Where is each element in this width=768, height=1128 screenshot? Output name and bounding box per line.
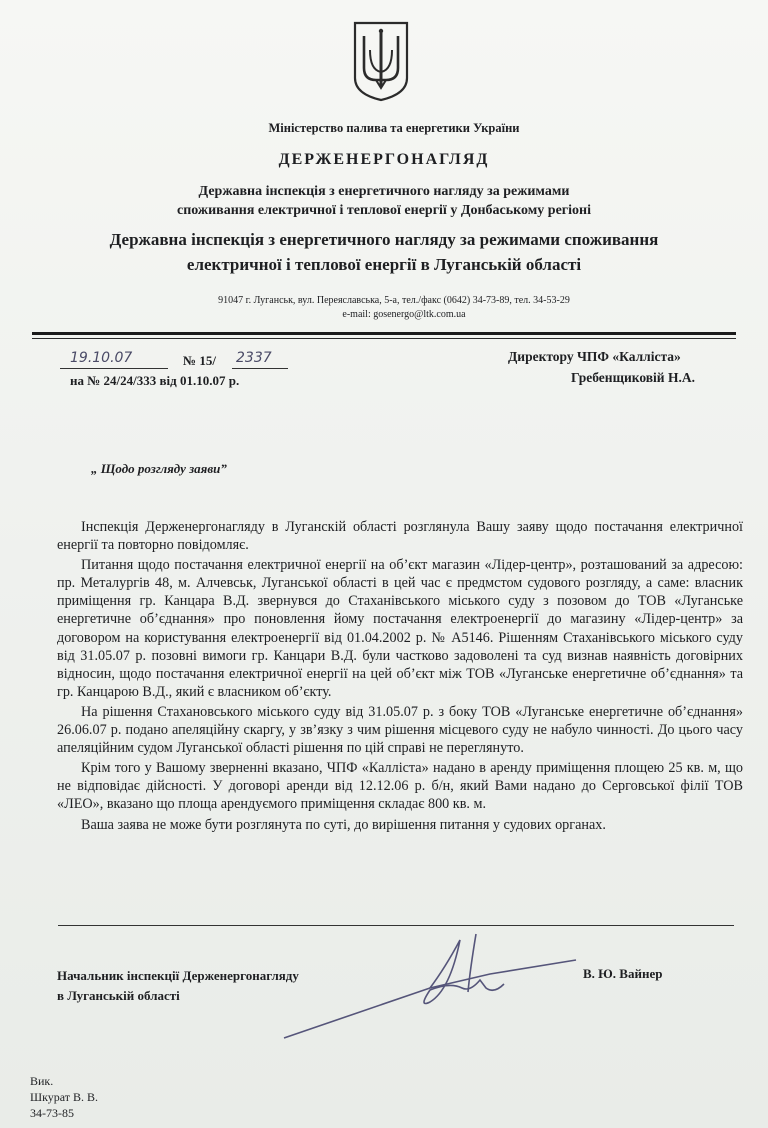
body-paragraph: На рішення Стахановського міського суду від 31.05.07 р. з боку ТОВ «Луганське енергетичне об’єднання» 26.06.07 р. подано апеляційну скаргу, у зв’язку з чим рішення місцевого суду не набуло чинності. До цього часу апеляційним судом Луганської області рішення по цій справі не переглянуто. — [57, 703, 743, 757]
regional-inspection-line: споживання електричної і теплової енергії у Донбаському регіоні — [176, 203, 591, 218]
handwritten-signature — [280, 930, 580, 1042]
executor-phone: 34-73-85 — [30, 1106, 74, 1120]
reply-reference: на № 24/24/333 від 01.10.07 р. — [70, 373, 240, 388]
signatory-title-line: Начальник інспекції Держенергонагляду — [57, 968, 299, 983]
executor-block — [30, 1073, 98, 1121]
date-underline — [60, 368, 168, 369]
letter-subject: „ Щодо розгляду заяви” — [91, 461, 227, 476]
local-inspection-line: електричної і теплової енергії в Луганській області — [186, 255, 582, 274]
regional-inspection-title — [0, 182, 768, 220]
header-divider-thick — [32, 332, 736, 335]
postal-address: 91047 г. Луганськ, вул. Переяславська, 5-а, тел./факс (0642) 34-73-89, тел. 34-53-29 — [218, 295, 570, 306]
body-paragraph: Інспекція Держенергонагляду в Луганскій області розглянула Вашу заяву щодо постачання електричної енергії та повторно повідомляє. — [57, 519, 743, 554]
recipient-name: Гребенщиковій Н.А. — [571, 370, 695, 385]
local-inspection-line: Державна інспекція з енергетичного нагляду за режимами споживання — [109, 230, 659, 249]
body-paragraph: Крім того у Вашому зверненні вказано, ЧПФ «Калліста» надано в аренду приміщення площею 25 кв. м, що не відповідає дійсності. У договорі аренди від 12.12.06 р. б/н, який Вами надано до Серговської філії ТОВ «ЛЕО», вказано що площа арендуємого приміщення складає 800 кв. м. — [57, 760, 743, 813]
letter-body — [57, 518, 743, 836]
coat-of-arms-emblem — [352, 20, 410, 102]
regional-inspection-line: Державна інспекція з енергетичного нагляду за режимами — [198, 184, 570, 199]
contact-block — [0, 294, 768, 322]
body-paragraph: Питання щодо постачання електричної енергії на об’єкт магазин «Лідер-центр», розташований за адресою: пр. Металургів 48, м. Алчевськ, Луганської області в цей час є предмстом судового розгляду, а саме: власник приміщення гр. Канцара В.Д. звернувся до Стаханівського міського суду з позовом до ТОВ «Луганське енергетичне об’єднання» про поновлення йому постачання електроенергії до магазину «Лідер-центр» за договором на користування електроенергії від 01.04.2002 р. № А5146. Рішенням Стаханівського міського суду від 31.05.07 р. позовні вимоги гр. Канцари В.Д. були частково задоволені та суд визнав наявність договірних відносин, щодо постачання електричної енергії на цей об’єкт між ТОВ «Луганське енергетичне об’єднання» та гр. Канцарою В.Д., який є власником об’єкту. — [57, 557, 743, 700]
number-underline — [232, 368, 288, 369]
signatory-title — [57, 966, 299, 1006]
local-inspection-title — [0, 227, 768, 277]
signatory-title-line: в Луганській області — [57, 988, 180, 1003]
executor-name: Шкурат В. В. — [30, 1090, 99, 1104]
email-address: e-mail: gosenergo@ltk.com.ua — [342, 309, 466, 320]
outgoing-date: 19.10.07 — [70, 350, 133, 366]
recipient-title: Директору ЧПФ «Калліста» — [508, 349, 681, 364]
outgoing-number: 2337 — [236, 350, 272, 366]
body-paragraph: Ваша заява не може бути розглянута по суті, до вирішення питання у судових органах. — [81, 816, 606, 833]
agency-name: ДЕРЖЕНЕРГОНАГЛЯД — [278, 151, 490, 168]
executor-label: Вик. — [30, 1074, 54, 1088]
outgoing-number-prefix: № 15/ — [183, 353, 216, 368]
header-divider-thin — [32, 338, 736, 339]
signatory-name: В. Ю. Вайнер — [583, 966, 663, 981]
ministry-name: Міністерство палива та енергетики України — [268, 121, 520, 135]
body-end-rule — [58, 925, 734, 926]
